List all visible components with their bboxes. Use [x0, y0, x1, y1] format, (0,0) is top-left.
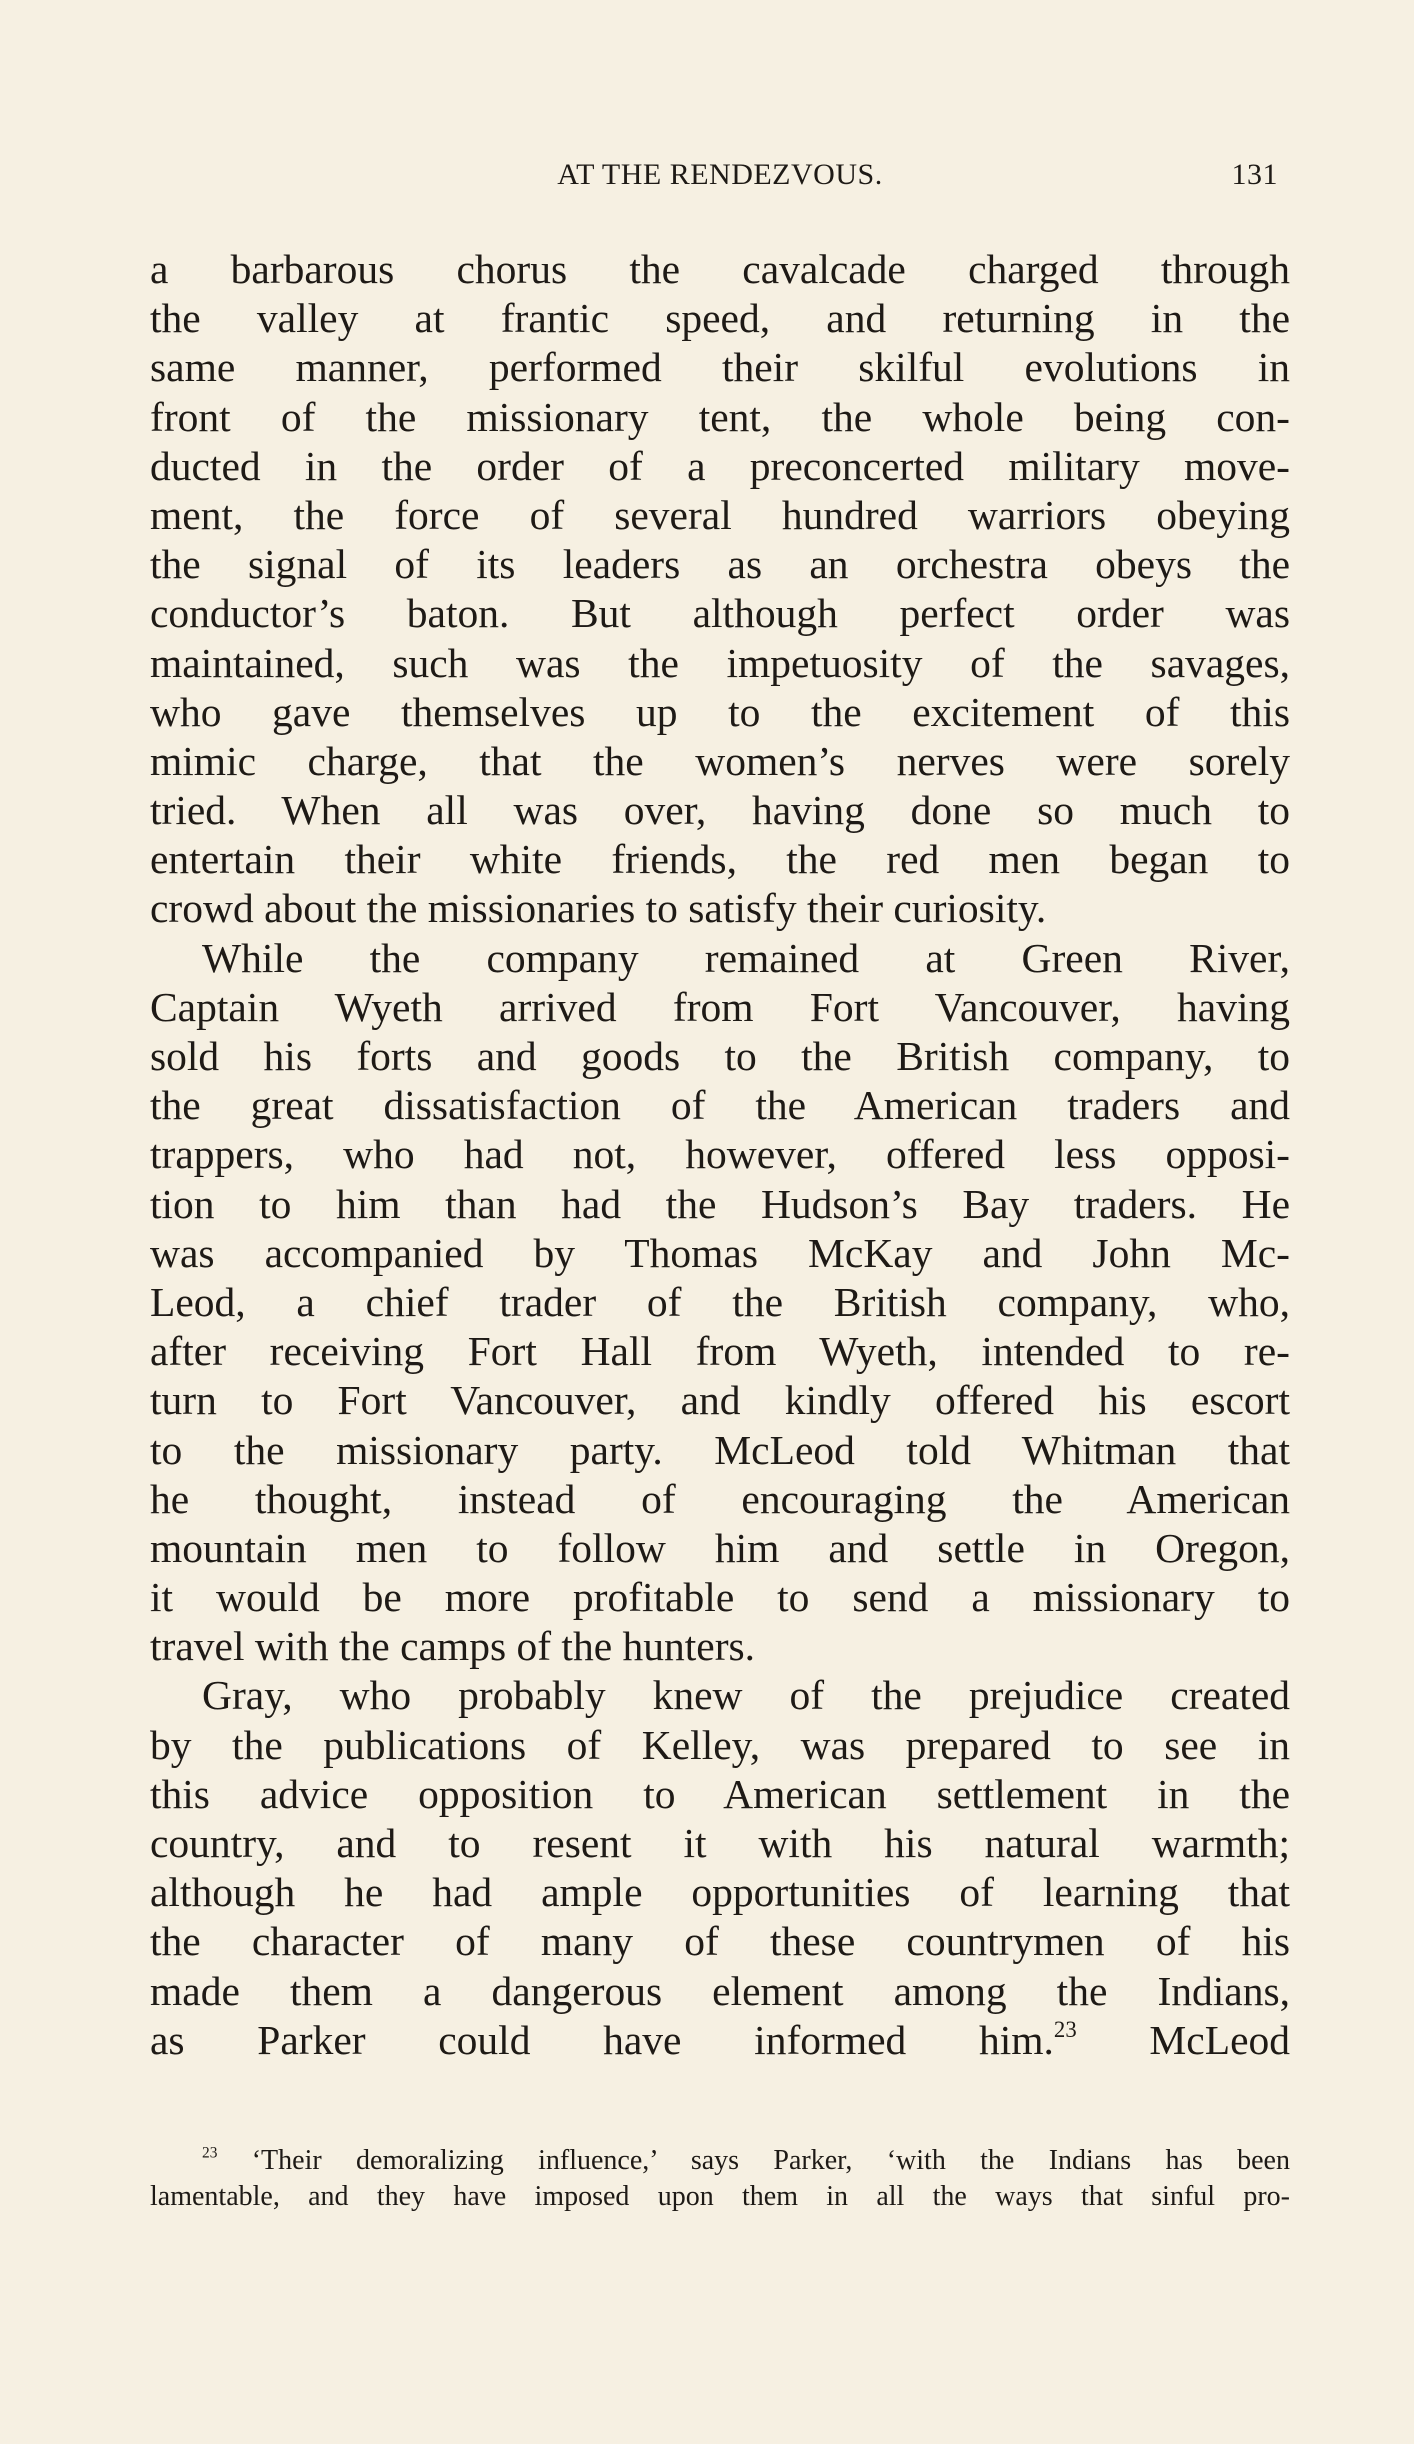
- text-line: country, and to resent it with his natural warmth;: [150, 1820, 1290, 1866]
- text-line: the character of many of these countrymen of his: [150, 1918, 1290, 1965]
- text-line: turn to Fort Vancouver, and kindly offered his escort: [150, 1377, 1290, 1424]
- text-line: a barbarous chorus the cavalcade charged through: [150, 246, 1290, 292]
- text-line: it would be more profitable to send a missionary to: [150, 1574, 1290, 1621]
- footnote-line: [150, 2143, 1290, 2179]
- footnote-ref: 23: [1053, 2016, 1077, 2042]
- text-line: after receiving Fort Hall from Wyeth, intended to re-: [150, 1328, 1290, 1375]
- text-line: to the missionary party. McLeod told Whitman that: [150, 1426, 1290, 1473]
- text-line: tion to him than had the Hudson’s Bay traders. He: [150, 1180, 1290, 1227]
- text-line: was accompanied by Thomas McKay and John Mc-: [150, 1229, 1290, 1276]
- text-line: While the company remained at Green River,: [202, 934, 1290, 981]
- text-line: by the publications of Kelley, was prepared to see in: [150, 1721, 1290, 1768]
- text-line: sold his forts and goods to the British company, to: [150, 1033, 1290, 1079]
- text-line: Leod, a chief trader of the British company, who,: [150, 1278, 1290, 1325]
- text-line: crowd about the missionaries to satisfy their curiosity.: [150, 885, 1047, 932]
- text-line-start: as Parker could have informed him.: [150, 2016, 1054, 2063]
- text-line: the great dissatisfaction of the American traders and: [150, 1082, 1290, 1129]
- page-number: 131: [1231, 158, 1278, 191]
- body-text: [150, 245, 1290, 2065]
- footnote-text: ‘Their demoralizing influence,’ says Parker, ‘with the Indians has been: [251, 2145, 1290, 2176]
- text-line: maintained, such was the impetuosity of the savages,: [150, 639, 1290, 686]
- running-head: [150, 158, 1290, 198]
- text-line: this advice opposition to American settlement in the: [150, 1770, 1290, 1817]
- text-line: ducted in the order of a preconcerted military move-: [150, 442, 1290, 489]
- text-line-with-footnote-ref: [150, 2016, 1290, 2065]
- text-line: front of the missionary tent, the whole being con-: [150, 393, 1290, 440]
- text-line: the valley at frantic speed, and returning in the: [150, 295, 1290, 342]
- text-line: he thought, instead of encouraging the American: [150, 1475, 1290, 1522]
- text-line: ment, the force of several hundred warriors obeying: [150, 491, 1290, 538]
- text-line: tried. When all was over, having done so much to: [150, 787, 1290, 834]
- text-line: mountain men to follow him and settle in Oregon,: [150, 1524, 1290, 1571]
- footnotes: [150, 2143, 1290, 2215]
- text-line-end: McLeod: [1149, 2016, 1290, 2063]
- text-line: the signal of its leaders as an orchestra obeys the: [150, 541, 1290, 588]
- text-line: although he had ample opportunities of learning that: [150, 1869, 1290, 1916]
- text-line: conductor’s baton. But although perfect order was: [150, 590, 1290, 637]
- text-line: Captain Wyeth arrived from Fort Vancouver, having: [150, 983, 1290, 1030]
- text-line: trappers, who had not, however, offered less opposi-: [150, 1131, 1290, 1178]
- text-line: same manner, performed their skilful evolutions in: [150, 344, 1290, 391]
- running-title: AT THE RENDEZVOUS.: [557, 158, 883, 191]
- text-line: mimic charge, that the women’s nerves were sorely: [150, 737, 1290, 784]
- text-line: who gave themselves up to the excitement of this: [150, 688, 1290, 735]
- text-line: Gray, who probably knew of the prejudice created: [202, 1672, 1290, 1719]
- text-line: entertain their white friends, the red men began to: [150, 836, 1290, 883]
- footnote-number: 23: [202, 2144, 218, 2162]
- footnote-line: lamentable, and they have imposed upon them in all the ways that sinful pro-: [150, 2181, 1290, 2212]
- text-line: made them a dangerous element among the Indians,: [150, 1967, 1290, 2014]
- text-line: travel with the camps of the hunters.: [150, 1623, 756, 1670]
